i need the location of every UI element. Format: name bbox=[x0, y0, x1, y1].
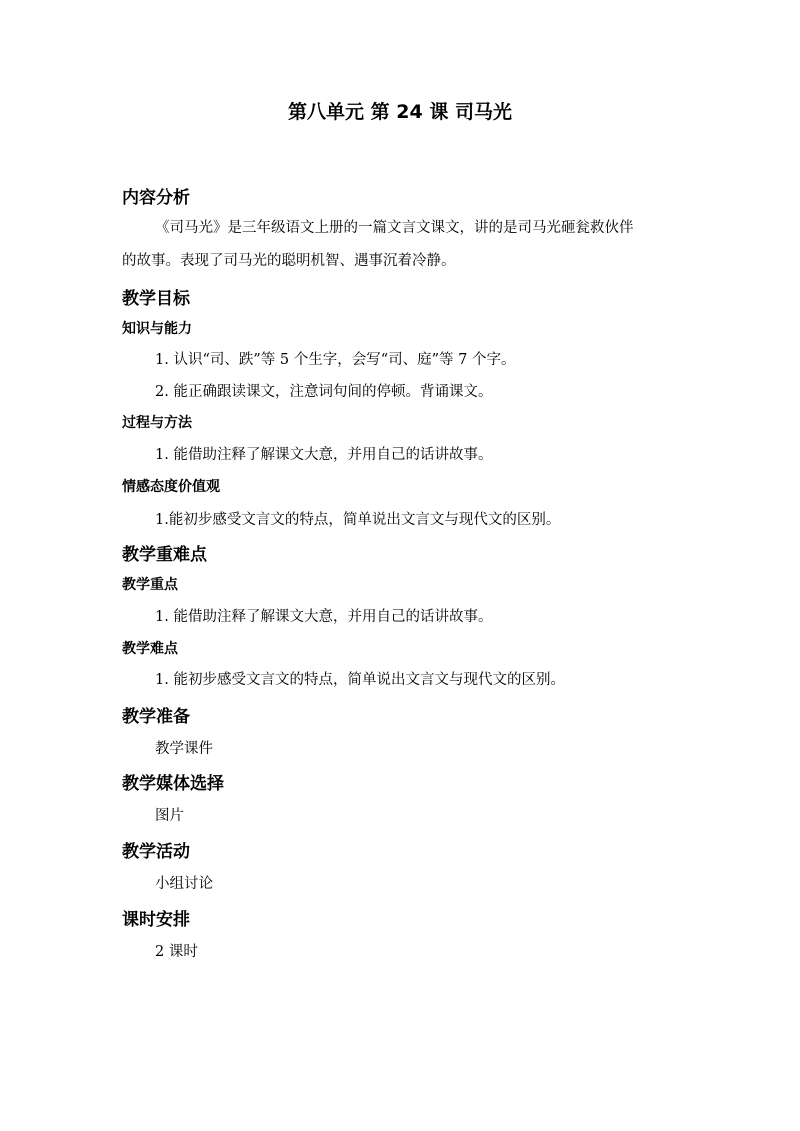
media-text: 图片 bbox=[155, 808, 184, 824]
subheading-teaching-difficulty: 教学难点 bbox=[122, 641, 178, 657]
knowledge-item-1: 1. 认识“司、跌”等 5 个生字，会写“司、庭”等 7 个字。 bbox=[155, 352, 516, 368]
heading-teaching-preparation: 教学准备 bbox=[122, 707, 190, 727]
heading-teaching-activity: 教学活动 bbox=[122, 842, 190, 862]
activity-text: 小组讨论 bbox=[155, 876, 213, 892]
attitude-item-1: 1.能初步感受文言文的特点，简单说出文言文与现代文的区别。 bbox=[155, 512, 561, 528]
heading-class-schedule: 课时安排 bbox=[122, 910, 190, 930]
difficulty-item-1: 1. 能初步感受文言文的特点，简单说出文言文与现代文的区别。 bbox=[155, 672, 565, 688]
process-item-1: 1. 能借助注释了解课文大意，并用自己的话讲故事。 bbox=[155, 447, 493, 463]
heading-media-selection: 教学媒体选择 bbox=[122, 774, 224, 794]
heading-teaching-goals: 教学目标 bbox=[122, 289, 190, 309]
subheading-teaching-focus: 教学重点 bbox=[122, 577, 178, 593]
heading-content-analysis: 内容分析 bbox=[122, 188, 190, 208]
knowledge-item-2: 2. 能正确跟读课文，注意词句间的停顿。背诵课文。 bbox=[155, 384, 493, 400]
content-analysis-line-2: 的故事。表现了司马光的聪明机智、遇事沉着冷静。 bbox=[122, 253, 456, 269]
heading-key-difficult-points: 教学重难点 bbox=[122, 545, 207, 565]
schedule-text: 2 课时 bbox=[155, 944, 198, 960]
preparation-text: 教学课件 bbox=[155, 741, 213, 757]
subheading-attitude-values: 情感态度价值观 bbox=[122, 479, 220, 495]
content-analysis-line-1: 《司马光》是三年级语文上册的一篇文言文课文，讲的是司马光砸瓮救伙伴 bbox=[155, 220, 634, 236]
page-title: 第八单元 第 24 课 司马光 bbox=[288, 101, 512, 123]
subheading-process-method: 过程与方法 bbox=[122, 415, 192, 431]
subheading-knowledge-ability: 知识与能力 bbox=[122, 321, 192, 337]
focus-item-1: 1. 能借助注释了解课文大意，并用自己的话讲故事。 bbox=[155, 609, 493, 625]
